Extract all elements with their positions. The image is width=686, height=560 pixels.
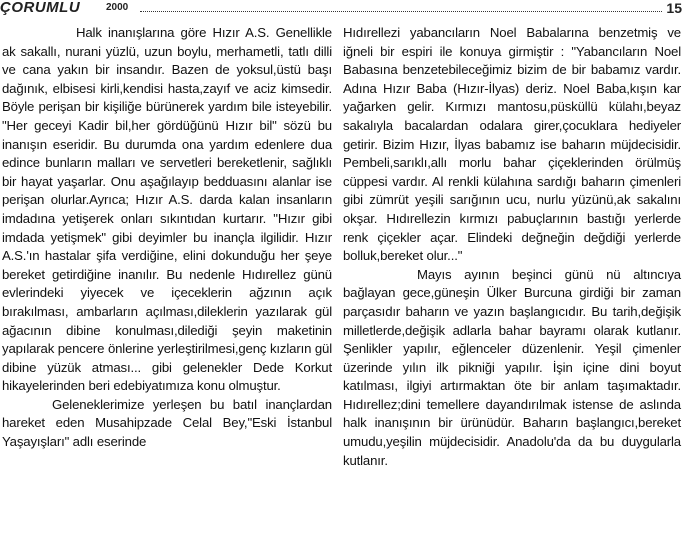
right-paragraph-1: Hıdırellezi yabancıların Noel Babalarına benzetmiş ve iğneli bir espiri ile konuya girmiştir : "Yabancıların Noel Babasına benzetebileceğimiz bizim de bir babamız vardır. Adına Hızır Baba (Hızır-İlyas) deriz. Noel Baba,kışın kar yağarken gelir. Kırmızı mantosu,püsküllü külahı,beyaz sakalıyla bacalardan odalara girer,çocuklara hediyeler getirir. Bizim Hızır, İlyas babamız ise baharın müjdecisidir. Pembeli,sarıklı,allı morlu bahar çiçeklerinden örülmüş cüppesi vardır. Al renkli külahına sardığı baharın çimenleri gibi zümrüt yeşili sarığının ucu, nurlu yüzünü,ak sakalını okşar. Hıdırellezin kırmızı pabuçlarının bastığı yerlerde renk çiçekler açar. Elindeki değneğin değdiği yerlerde bolluk,bereket olur..." (343, 25, 681, 264)
header-rule (140, 11, 662, 12)
magazine-logo: ÇORUMLU (0, 0, 81, 16)
left-paragraph-2: Geleneklerimize yerleşen bu batıl inançlardan hareket eden Musahipzade Celal Bey,"Eski İstanbul Yaşayışları" adlı eserinde (2, 396, 332, 450)
left-paragraph-1: Halk inanışlarına göre Hızır A.S. Genellikle ak sakallı, nurani yüzlü, uzun boylu, merhametli, tatlı dilli ve cana yakın bir insandır. Bazen de yoksul,üstü başı dağınık, elbisesi kirli,kendisi hasta,zayıf ve aciz kimsedir. Böyle perişan bir kişiliğe bürünerek yardım bile isteyebilir. "Her geceyi Kadir bil,her gördüğünü Hızır bil" sözü bu inanışın eseridir. Bu durumda ona yardım edenlere dua edince bunların malları ve servetleri bereketlenir, sağlıklı bir hayat yaşarlar. Onu aşağılayıp bedduasını alanlar ise perişan olurlar.Ayrıca; Hızır A.S. darda kalan insanların imdadına yetişerek onları sıkıntıdan kurtarır. "Hızır gibi imdada yetişmek" gibi deyimler bu inançla ilgilidir. Hızır A.S.'ın hastalar şifa verdiğine, elini dokunduğu her şeye bereket getirdiğine inanılır. Bu nedenle Hıdırellez günü evlerindeki yiyecek ve içeceklerin ağzının açık bırakılması, ambarların açılması,dileklerin yazılarak gül ağacının dibine konulması,dilediği şeyin maketinin yapılarak pencere önlerine yerleştirilmesi,genç kızların gül dibine yüzük atması... gibi gelenekler Dede Korkut hikayelerinden beri edebiyatımıza konu olmuştur. (2, 25, 332, 394)
left-column (2, 24, 332, 452)
right-column (343, 24, 681, 470)
page-number: 15 (666, 0, 682, 16)
issue-year: 2000 (106, 2, 129, 13)
page-header (0, 0, 686, 18)
right-paragraph-2: Mayıs ayının beşinci günü nü altıncıya bağlayan gece,güneşin Ülker Burcuna girdiği bir zaman parçasıdır baharın ve yazın başlangıcıdır. Bu tarih,değişik milletlerde,değişik adlarla bahar bayramı olarak kutlanır. Şenlikler yapılır, eğlenceler düzenlenir. Yeşil çimenler üzerinde yılın ilk pikniği yapılır. İşin içine dini boyut katılması, ilgiyi artırmaktan öte bir anlam taşımaktadır. Hıdırellez;dini temellere dayandırılmak istense de aslında halk inanışının bir ürünüdür. Baharın başlangıcı,bereket umudu,yeşilin müjdecisidir. Anadolu'da da bu duygularla kutlanır. (343, 266, 681, 468)
